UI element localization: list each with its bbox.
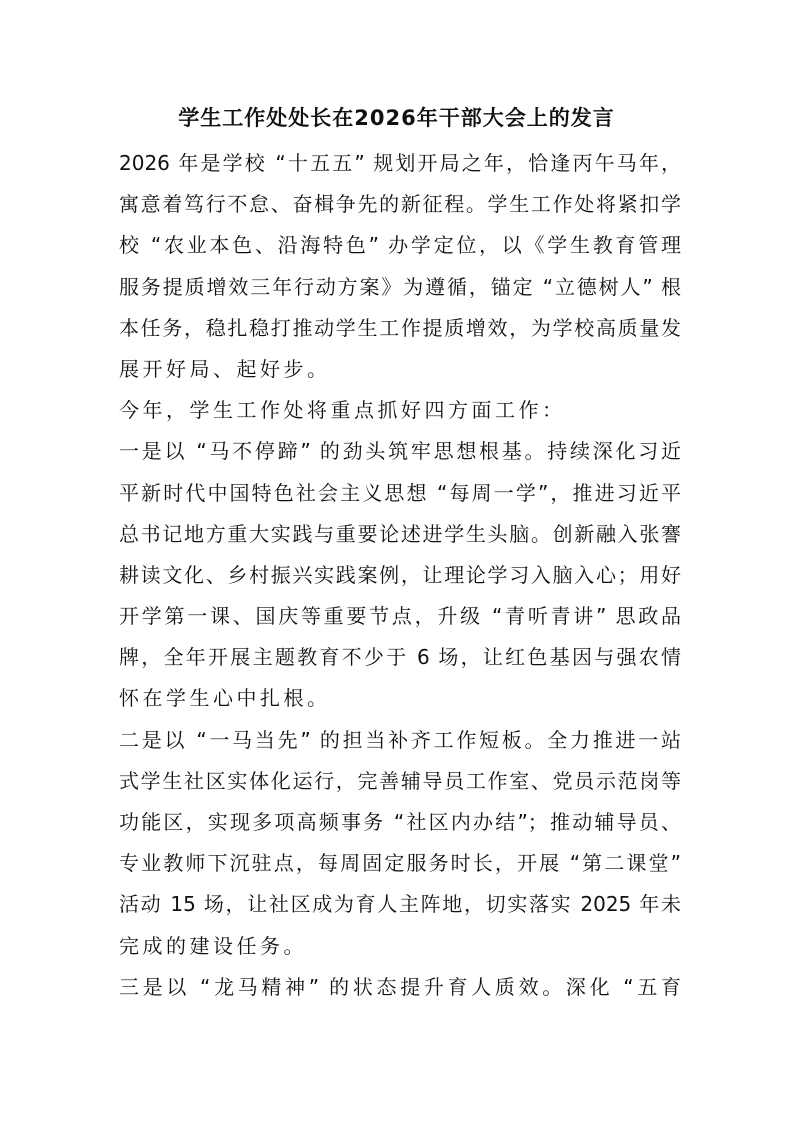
paragraph-line: 展开好局、起好步。	[119, 356, 331, 381]
paragraph-line: 今年，学生工作处将重点抓好四方面工作：	[119, 398, 566, 423]
paragraph-line: 二是以 “一马当先” 的担当补齐工作短板。全力推进一站	[119, 727, 681, 752]
paragraph-line: 服务提质增效三年行动方案》为遵循，锚定 “立德树人” 根	[119, 274, 681, 299]
paragraph-line: 寓意着笃行不怠、奋楫争先的新征程。学生工作处将紧扣学	[119, 192, 681, 217]
paragraph-line: 功能区，实现多项高频事务 “社区内办结”；推动辅导员、	[119, 810, 681, 834]
paragraph-line: 开学第一课、国庆等重要节点，升级 “青听青讲” 思政品	[119, 604, 681, 629]
paragraph-line: 本任务，稳扎稳打推动学生工作提质增效，为学校高质量发	[119, 315, 681, 340]
paragraph-line: 牌，全年开展主题教育不少于 6 场，让红色基因与强农情	[119, 645, 681, 670]
paragraph-line: 怀在学生心中扎根。	[119, 686, 331, 711]
paragraph-line: 一是以 “马不停蹄” 的劲头筑牢思想根基。持续深化习近	[119, 439, 681, 464]
paragraph-line: 总书记地方重大实践与重要论述进学生头脑。创新融入张謇	[119, 521, 681, 546]
paragraph-line: 校 “农业本色、沿海特色” 办学定位，以《学生教育管理	[119, 233, 681, 258]
paragraph-line: 三是以 “龙马精神” 的状态提升育人质效。深化 “五育	[119, 974, 681, 999]
paragraph-line: 2026 年是学校 “十五五” 规划开局之年，恰逢丙午马年，	[119, 151, 681, 175]
paragraph-line: 平新时代中国特色社会主义思想 “每周一学”，推进习近平	[119, 480, 681, 505]
paragraph-line: 式学生社区实体化运行，完善辅导员工作室、党员示范岗等	[119, 768, 681, 793]
paragraph-line: 耕读文化、乡村振兴实践案例，让理论学习入脑入心；用好	[119, 562, 681, 587]
paragraph-line: 完成的建设任务。	[119, 933, 307, 958]
paragraph-line: 专业教师下沉驻点，每周固定服务时长，开展 “第二课堂”	[119, 851, 681, 876]
paragraph-line: 活动 15 场，让社区成为育人主阵地，切实落实 2025 年未	[119, 892, 681, 917]
document-body	[119, 143, 681, 1008]
document-title: 学生工作处处长在2026年干部大会上的发言	[178, 106, 615, 130]
